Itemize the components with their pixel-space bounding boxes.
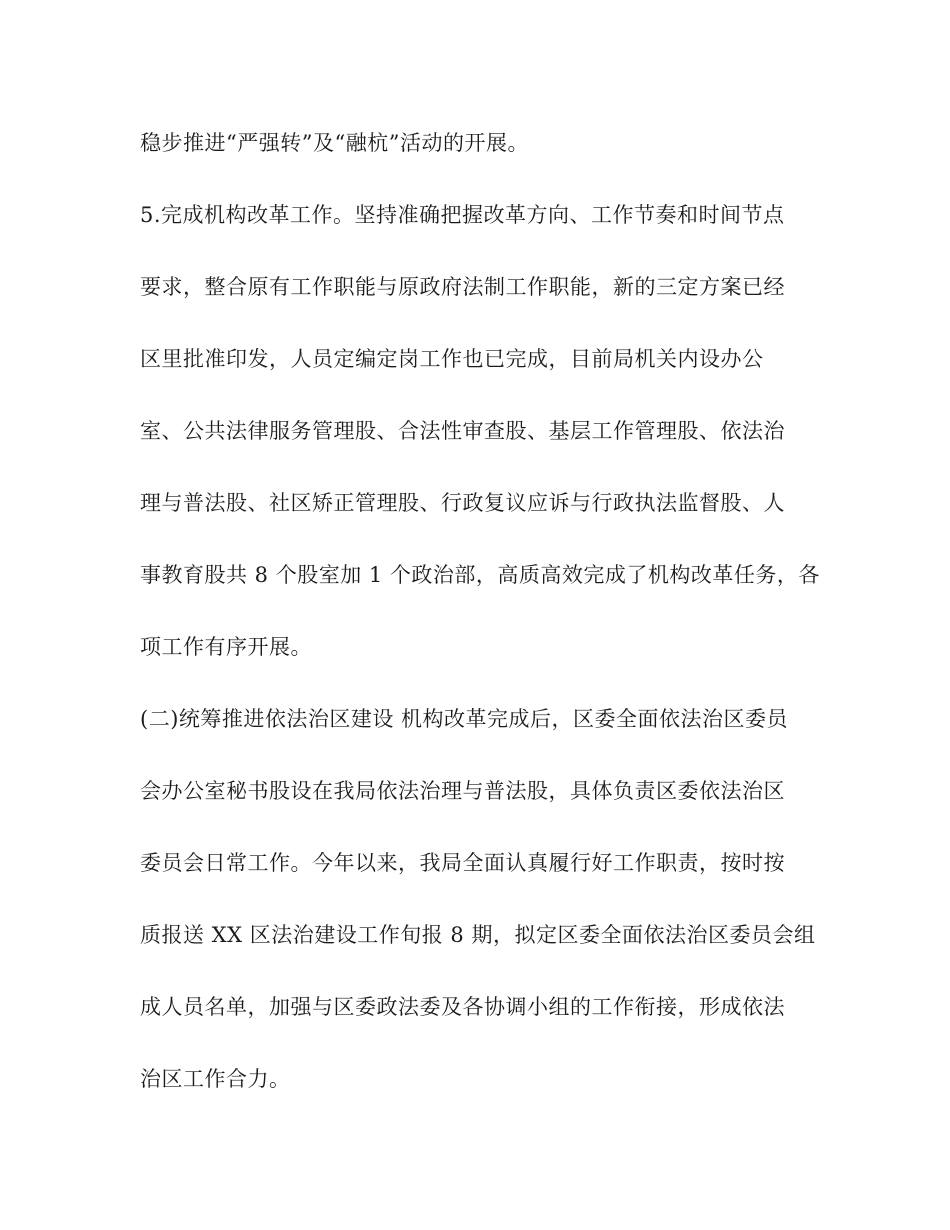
text-line-13: 成人员名单，加强与区委政法委及各协调小组的工作衔接，形成依法: [140, 995, 785, 1019]
text-line-6: 理与普法股、社区矫正管理股、行政复议应诉与行政执法监督股、人: [140, 491, 785, 515]
text-line-4: 区里批准印发，人员定编定岗工作也已完成，目前局机关内设办公: [140, 347, 764, 371]
text-line-8: 项工作有序开展。: [140, 635, 312, 659]
text-line-11: 委员会日常工作。今年以来，我局全面认真履行好工作职责，按时按: [140, 851, 785, 875]
text-line-2: 5.完成机构改革工作。坚持准确把握改革方向、工作节奏和时间节点: [140, 203, 785, 227]
text-line-9: (二)统筹推进依法治区建设 机构改革完成后，区委全面依法治区委员: [140, 707, 789, 731]
text-line-3: 要求，整合原有工作职能与原政府法制工作职能，新的三定方案已经: [140, 275, 785, 299]
text-line-14: 治区工作合力。: [140, 1067, 291, 1091]
text-line-10: 会办公室秘书股设在我局依法治理与普法股，具体负责区委依法治区: [140, 779, 785, 803]
text-line-5: 室、公共法律服务管理股、合法性审查股、基层工作管理股、依法治: [140, 419, 785, 443]
text-line-7: 事教育股共 8 个股室加 1 个政治部，高质高效完成了机构改革任务，各: [140, 563, 820, 587]
text-line-1: 稳步推进“严强转”及“融杭”活动的开展。: [140, 131, 529, 155]
text-line-12: 质报送 XX 区法治建设工作旬报 8 期，拟定区委全面依法治区委员会组: [140, 923, 816, 947]
